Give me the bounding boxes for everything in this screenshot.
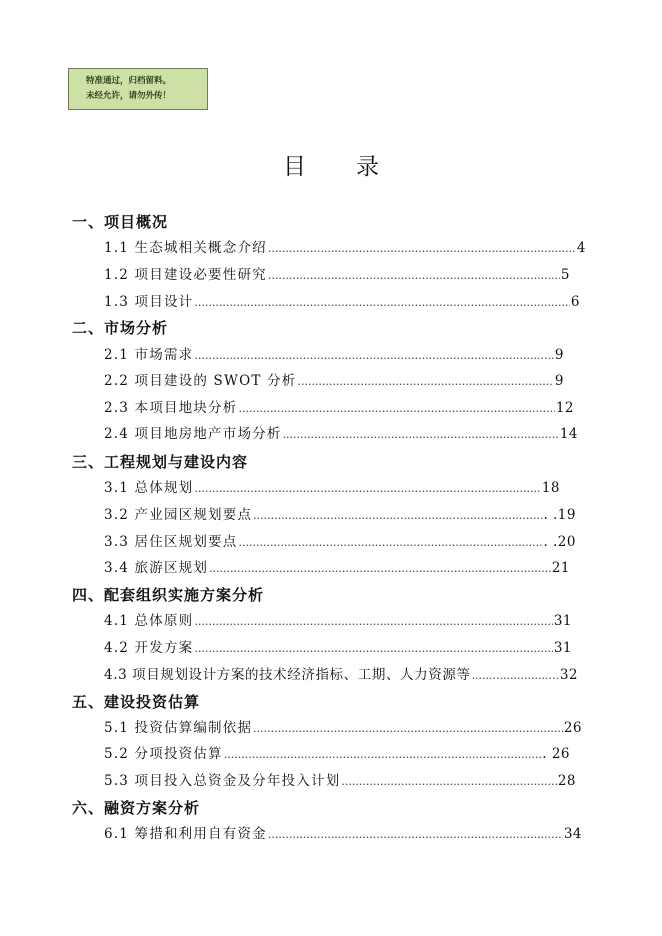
entry-label: 3.1 总体规划 <box>104 480 194 496</box>
dot-leader <box>194 637 552 661</box>
toc-title-part-1: 目 <box>283 154 306 180</box>
entry-label: 5.1 投资估算编制依据 <box>104 720 253 736</box>
toc-entry[interactable] <box>104 822 582 846</box>
dot-leader <box>194 477 540 501</box>
entry-label: 4.3 项目规划设计方案的技术经济指标、工期、人力资源等 <box>104 667 471 683</box>
entry-label: 4.2 开发方案 <box>104 640 194 656</box>
toc-entry[interactable] <box>104 290 580 314</box>
dot-leader <box>194 610 552 634</box>
entry-label: 5.3 项目投入总资金及分年投入计划 <box>104 773 341 789</box>
entry-page: 5 <box>560 267 570 283</box>
entry-label: 1.2 项目建设必要性研究 <box>104 267 267 283</box>
entry-page: 6 <box>570 294 580 310</box>
approval-stamp <box>68 68 208 110</box>
toc-entry[interactable] <box>104 369 564 393</box>
chapter-heading[interactable]: 四、配套组织实施方案分析 <box>72 586 265 604</box>
toc-title-part-2: 录 <box>356 154 379 180</box>
entry-page: 28 <box>557 773 576 789</box>
entry-page: 31 <box>553 640 572 656</box>
dot-leader <box>194 291 570 315</box>
toc-entry[interactable] <box>104 663 578 687</box>
dot-leader <box>268 823 563 847</box>
entry-label: 4.1 总体原则 <box>104 613 194 629</box>
dot-leader <box>253 504 542 528</box>
dot-leader <box>224 743 541 767</box>
stamp-line-2: 未经允许，请勿外传！ <box>86 91 172 101</box>
toc-entry[interactable] <box>104 609 572 633</box>
entry-page: . .19 <box>543 507 576 523</box>
dot-leader <box>341 770 556 794</box>
dot-leader <box>268 237 576 261</box>
chapter-heading[interactable]: 一、项目概况 <box>72 213 169 231</box>
toc-entry[interactable] <box>104 769 576 793</box>
dot-leader <box>297 370 553 394</box>
entry-page: 18 <box>541 480 560 496</box>
chapter-heading[interactable]: 五、建设投资估算 <box>72 693 201 711</box>
toc-entry[interactable] <box>104 716 582 740</box>
entry-label: 2.2 项目建设的 SWOT 分析 <box>104 373 297 389</box>
entry-page: 9 <box>554 347 564 363</box>
entry-label: 6.1 筹措和利用自有资金 <box>104 826 267 842</box>
entry-page: 34 <box>563 826 582 842</box>
entry-label: 3.3 居住区规划要点 <box>104 534 238 550</box>
toc-entry[interactable] <box>104 422 578 446</box>
entry-page: 31 <box>553 613 572 629</box>
stamp-line-1: 特准通过，归档留料。 <box>86 76 172 86</box>
entry-label: 2.1 市场需求 <box>104 347 194 363</box>
toc-entry[interactable] <box>104 636 572 660</box>
entry-label: 5.2 分项投资估算 <box>104 746 223 762</box>
chapter-heading[interactable]: 六、融资方案分析 <box>72 799 201 817</box>
toc-entry[interactable] <box>104 263 570 287</box>
entry-label: 1.3 项目设计 <box>104 294 194 310</box>
toc-entry[interactable] <box>104 343 564 367</box>
entry-page: . .20 <box>543 534 576 550</box>
dot-leader <box>268 264 560 288</box>
entry-label: 1.1 生态城相关概念介绍 <box>104 240 267 256</box>
dot-leader <box>194 344 554 368</box>
entry-label: 2.3 本项目地块分析 <box>104 400 238 416</box>
entry-page: 32 <box>559 667 578 683</box>
toc-entry[interactable] <box>104 556 570 580</box>
entry-label: 3.4 旅游区规划 <box>104 560 209 576</box>
dot-leader <box>283 423 559 447</box>
entry-page: 4 <box>576 240 586 256</box>
toc-entry[interactable] <box>104 503 576 527</box>
entry-page: . 26 <box>542 746 570 762</box>
dot-leader <box>238 397 554 421</box>
entry-label: 2.4 项目地房地产市场分析 <box>104 426 282 442</box>
entry-page: 21 <box>551 560 570 576</box>
chapter-heading[interactable]: 二、市场分析 <box>72 319 169 337</box>
chapter-heading[interactable]: 三、工程规划与建设内容 <box>72 453 249 471</box>
entry-page: 14 <box>559 426 578 442</box>
toc-entry[interactable] <box>104 396 574 420</box>
dot-leader <box>238 531 542 555</box>
entry-page: 26 <box>563 720 582 736</box>
dot-leader <box>209 557 551 581</box>
toc-title <box>0 148 662 181</box>
toc-entry[interactable] <box>104 530 576 554</box>
toc-entry[interactable] <box>104 742 570 766</box>
entry-page: 9 <box>554 373 564 389</box>
entry-page: 12 <box>555 400 574 416</box>
toc-entry[interactable] <box>104 476 560 500</box>
toc-entry[interactable] <box>104 236 586 260</box>
dot-leader <box>253 717 563 741</box>
dot-leader <box>472 664 559 688</box>
entry-label: 3.2 产业园区规划要点 <box>104 507 253 523</box>
